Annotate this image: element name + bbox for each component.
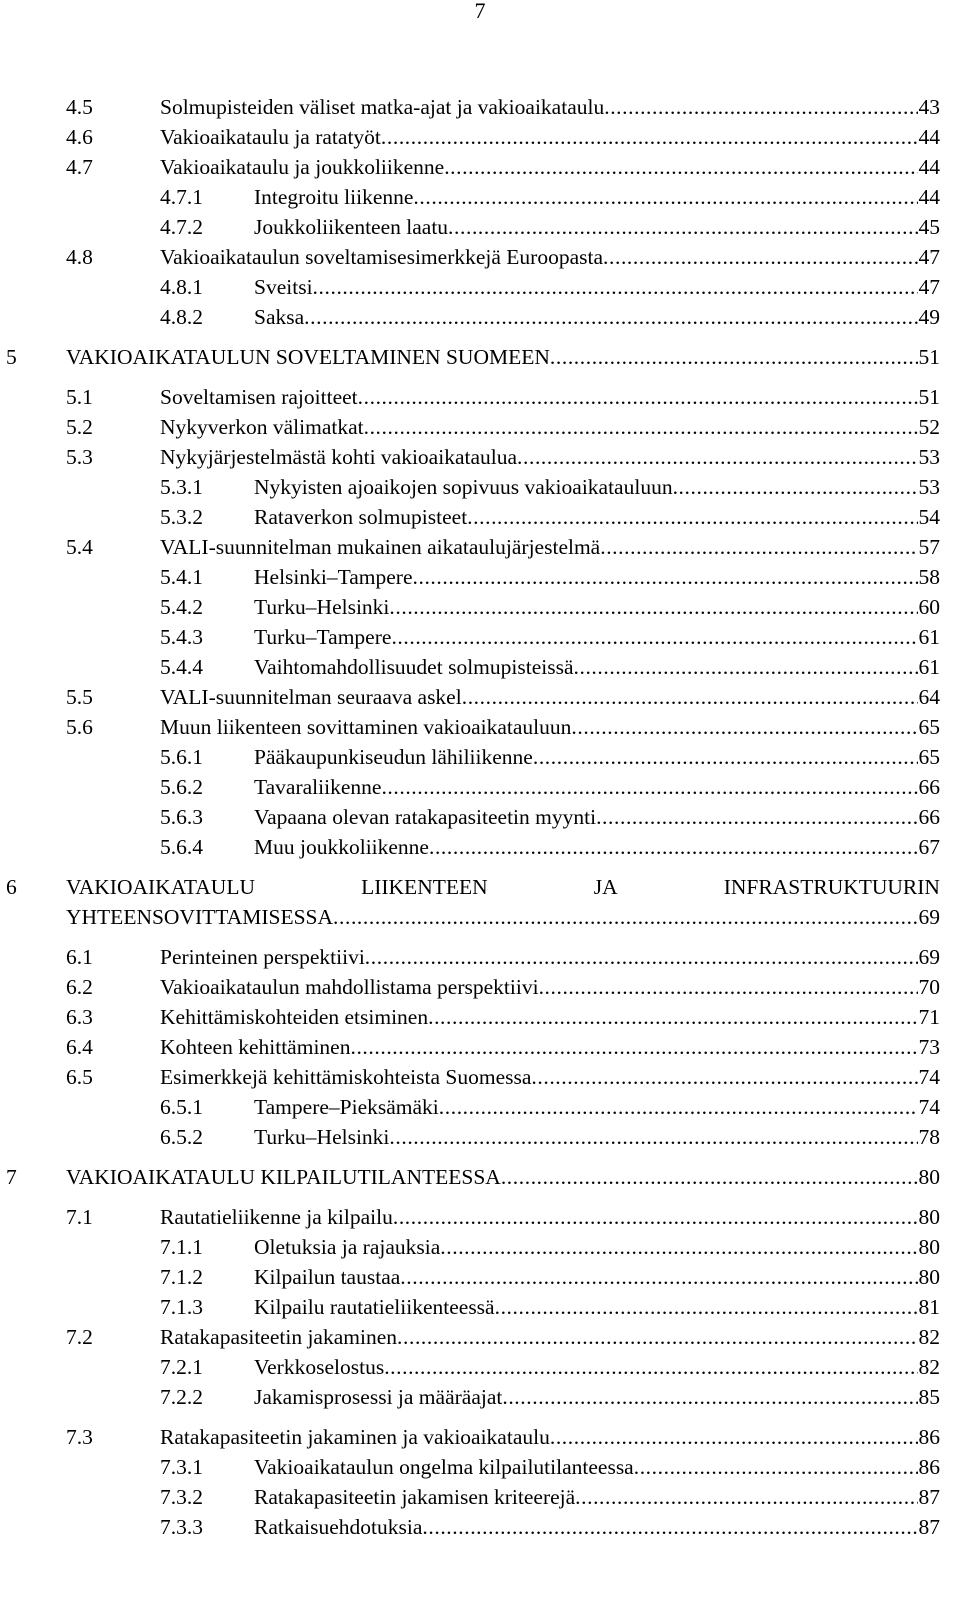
entry-title: Rautatieliikenne ja kilpailu: [160, 1205, 393, 1229]
entry-page-number: 85: [918, 1385, 940, 1409]
entry-number: 5.3: [66, 445, 93, 469]
toc-entry[interactable]: [0, 562, 940, 592]
toc-entry[interactable]: [0, 942, 940, 972]
entry-number: 7: [6, 1165, 17, 1189]
entry-title: Ratkaisuehdotuksia: [254, 1515, 423, 1539]
dot-leader: [596, 802, 917, 832]
toc-entry[interactable]: [0, 1002, 940, 1032]
entry-title: Muun liikenteen sovittaminen vakioaikatauluun: [160, 715, 572, 739]
dot-leader: [428, 1002, 917, 1032]
toc-entry[interactable]: [0, 1322, 940, 1352]
dot-leader: [533, 742, 918, 772]
entry-number: 4.7.1: [160, 185, 203, 209]
entry-title: Solmupisteiden väliset matka-ajat ja vakioaikataulu: [160, 95, 605, 119]
entry-title: Helsinki–Tampere: [254, 565, 413, 589]
entry-number: 5.4.1: [160, 565, 203, 589]
toc-entry[interactable]: [0, 1452, 940, 1482]
dot-leader: [600, 532, 917, 562]
dot-leader: [350, 1032, 917, 1062]
toc-entry[interactable]: [0, 382, 940, 412]
entry-title: Kohteen kehittäminen: [160, 1035, 351, 1059]
entry-number: 5.1: [66, 385, 93, 409]
entry-page-number: 82: [918, 1325, 940, 1349]
dot-leader: [502, 1382, 917, 1412]
toc-entry[interactable]: [0, 1122, 940, 1152]
entry-number: 7.2.1: [160, 1355, 203, 1379]
entry-title: Ratakapasiteetin jakaminen ja vakioaikataulu: [160, 1425, 550, 1449]
entry-page-number: 57: [918, 535, 940, 559]
dot-leader: [462, 682, 918, 712]
entry-title: Soveltamisen rajoitteet: [160, 385, 358, 409]
toc-entry[interactable]: [0, 1382, 940, 1412]
dot-leader: [501, 1162, 918, 1192]
toc-entry[interactable]: [0, 242, 940, 272]
entry-number: 6.1: [66, 945, 93, 969]
dot-leader: [391, 622, 917, 652]
entry-page-number: 86: [918, 1425, 940, 1449]
chapter-title-word: LIIKENTEEN: [361, 875, 488, 899]
entry-page-number: 80: [918, 1265, 940, 1289]
entry-title: Turku–Helsinki: [254, 1125, 390, 1149]
entry-number: 4.5: [66, 95, 93, 119]
toc-entry[interactable]: [0, 182, 940, 212]
entry-page-number: 71: [918, 1005, 940, 1029]
entry-page-number: 74: [918, 1095, 940, 1119]
dot-leader: [444, 152, 917, 182]
dot-leader: [673, 472, 918, 502]
entry-page-number: 87: [918, 1485, 940, 1509]
dot-leader: [397, 1322, 917, 1352]
toc-entry[interactable]: [0, 1092, 940, 1122]
toc-entry[interactable]: [0, 652, 940, 682]
page-number: 7: [474, 0, 486, 23]
toc-entry[interactable]: [0, 682, 940, 712]
dot-leader: [440, 1232, 917, 1262]
entry-page-number: 64: [918, 685, 940, 709]
entry-page-number: 44: [918, 185, 940, 209]
entry-page-number: 53: [918, 445, 940, 469]
entry-page-number: 70: [918, 975, 940, 999]
entry-number: 7.1: [66, 1205, 93, 1229]
entry-title: Muu joukkoliikenne: [254, 835, 429, 859]
dot-leader: [531, 1062, 917, 1092]
entry-page-number: 81: [918, 1295, 940, 1319]
entry-page-number: 65: [918, 745, 940, 769]
dot-leader: [634, 1452, 918, 1482]
entry-title: Kehittämiskohteiden etsiminen: [160, 1005, 429, 1029]
dot-leader: [333, 902, 917, 932]
entry-title: Turku–Helsinki: [254, 595, 390, 619]
entry-page-number: 52: [918, 415, 940, 439]
entry-title: Perinteinen perspektiivi: [160, 945, 365, 969]
dot-leader: [304, 302, 917, 332]
dot-leader: [358, 382, 918, 412]
entry-page-number: 45: [918, 215, 940, 239]
entry-number: 7.3: [66, 1425, 93, 1449]
toc-entry[interactable]: [0, 592, 940, 622]
toc-entry[interactable]: [0, 712, 940, 742]
entry-title: Esimerkkejä kehittämiskohteista Suomessa: [160, 1065, 532, 1089]
dot-leader: [550, 1422, 918, 1452]
entry-title: Kilpailu rautatieliikenteessä: [254, 1295, 495, 1319]
entry-title: Nykyisten ajoaikojen sopivuus vakioaikatauluun: [254, 475, 673, 499]
entry-page-number: 80: [918, 1165, 940, 1189]
toc-entry[interactable]: [0, 442, 940, 472]
entry-page-number: 61: [918, 655, 940, 679]
dot-leader: [365, 942, 918, 972]
entry-page-number: 74: [918, 1065, 940, 1089]
dot-leader: [313, 272, 918, 302]
entry-title: Sveitsi: [254, 275, 313, 299]
toc-entry[interactable]: [0, 502, 940, 532]
entry-page-number: 86: [918, 1455, 940, 1479]
entry-title: Saksa: [254, 305, 305, 329]
toc-entry[interactable]: [0, 1352, 940, 1382]
entry-number: 7.1.3: [160, 1295, 203, 1319]
toc-entry[interactable]: [0, 412, 940, 442]
entry-number: 5.4.3: [160, 625, 203, 649]
entry-number: 6.5: [66, 1065, 93, 1089]
entry-page-number: 66: [918, 805, 940, 829]
entry-number: 6.5.2: [160, 1125, 203, 1149]
entry-page-number: 49: [918, 305, 940, 329]
entry-title: Pääkaupunkiseudun lähiliikenne: [254, 745, 533, 769]
toc-entry[interactable]: [0, 302, 940, 332]
entry-number: 4.8: [66, 245, 93, 269]
entry-title: VALI-suunnitelman seuraava askel: [160, 685, 462, 709]
entry-title: Tampere–Pieksämäki: [254, 1095, 439, 1119]
entry-title: YHTEENSOVITTAMISESSA: [66, 905, 334, 929]
dot-leader: [389, 1122, 917, 1152]
entry-page-number: 47: [918, 245, 940, 269]
entry-page-number: 47: [918, 275, 940, 299]
dot-leader: [400, 1262, 917, 1292]
entry-title: Nykyjärjestelmästä kohti vakioaikataulua: [160, 445, 518, 469]
entry-page-number: 43: [918, 95, 940, 119]
toc-entry-chapter[interactable]: [0, 1162, 940, 1192]
entry-number: 5.4: [66, 535, 93, 559]
entry-title: Verkkoselostus: [254, 1355, 385, 1379]
entry-title: Rataverkon solmupisteet: [254, 505, 468, 529]
entry-title: Integroitu liikenne: [254, 185, 414, 209]
entry-number: 5.6.2: [160, 775, 203, 799]
entry-title: Turku–Tampere: [254, 625, 392, 649]
toc-entry[interactable]: [0, 1032, 940, 1062]
entry-number: 6.3: [66, 1005, 93, 1029]
entry-page-number: 80: [918, 1235, 940, 1259]
chapter-number: 6: [6, 875, 17, 899]
entry-number: 4.8.2: [160, 305, 203, 329]
dot-leader: [574, 652, 918, 682]
entry-number: 5.3.2: [160, 505, 203, 529]
entry-number: 5.2: [66, 415, 93, 439]
entry-title: Ratakapasiteetin jakamisen kriteerejä: [254, 1485, 576, 1509]
entry-page-number: 53: [918, 475, 940, 499]
dot-leader: [604, 92, 917, 122]
toc-entry[interactable]: [0, 532, 940, 562]
entry-page-number: 51: [918, 345, 940, 369]
toc-entry-chapter[interactable]: [66, 902, 940, 932]
toc-entry[interactable]: [0, 622, 940, 652]
entry-page-number: 61: [918, 625, 940, 649]
entry-number: 5.6.3: [160, 805, 203, 829]
entry-title: Vaihtomahdollisuudet solmupisteissä: [254, 655, 574, 679]
entry-title: Ratakapasiteetin jakaminen: [160, 1325, 398, 1349]
entry-page-number: 44: [918, 125, 940, 149]
dot-leader: [439, 1092, 918, 1122]
entry-title: Jakamisprosessi ja määräajat: [254, 1385, 503, 1409]
toc-entry-chapter[interactable]: [0, 342, 940, 372]
dot-leader: [413, 182, 917, 212]
dot-leader: [603, 242, 917, 272]
dot-leader: [448, 212, 917, 242]
entry-title: Vapaana olevan ratakapasiteetin myynti: [254, 805, 597, 829]
entry-title: VAKIOAIKATAULU KILPAILUTILANTEESSA: [66, 1165, 501, 1189]
dot-leader: [539, 972, 918, 1002]
entry-page-number: 82: [918, 1355, 940, 1379]
entry-page-number: 54: [918, 505, 940, 529]
entry-page-number: 78: [918, 1125, 940, 1149]
entry-number: 7.3.3: [160, 1515, 203, 1539]
entry-number: 5.5: [66, 685, 93, 709]
entry-page-number: 51: [918, 385, 940, 409]
chapter-title-word: INFRASTRUKTUURIN: [723, 875, 940, 899]
entry-page-number: 66: [918, 775, 940, 799]
entry-number: 5.3.1: [160, 475, 203, 499]
toc-entry[interactable]: [0, 972, 940, 1002]
entry-title: Oletuksia ja rajauksia: [254, 1235, 441, 1259]
toc-entry[interactable]: [0, 1292, 940, 1322]
entry-title: Vakioaikataulu ja joukkoliikenne: [160, 155, 445, 179]
toc-entry[interactable]: [0, 1512, 940, 1542]
entry-title: Vakioaikataulu ja ratatyöt: [160, 125, 381, 149]
dot-leader: [571, 712, 917, 742]
entry-page-number: 65: [918, 715, 940, 739]
dot-leader: [422, 1512, 917, 1542]
entry-page-number: 60: [918, 595, 940, 619]
toc-entry[interactable]: [0, 832, 940, 862]
entry-number: 6.4: [66, 1035, 93, 1059]
dot-leader: [429, 832, 918, 862]
entry-number: 7.2.2: [160, 1385, 203, 1409]
entry-page-number: 58: [918, 565, 940, 589]
entry-number: 5.4.4: [160, 655, 203, 679]
entry-page-number: 44: [918, 155, 940, 179]
dot-leader: [384, 1352, 917, 1382]
entry-number: 5.6.1: [160, 745, 203, 769]
toc-entry[interactable]: [0, 212, 940, 242]
chapter-title-word: JA: [593, 875, 618, 899]
dot-leader: [495, 1292, 918, 1322]
entry-number: 4.6: [66, 125, 93, 149]
entry-number: 7.3.1: [160, 1455, 203, 1479]
dot-leader: [413, 562, 918, 592]
entry-page-number: 67: [918, 835, 940, 859]
entry-page-number: 73: [918, 1035, 940, 1059]
dot-leader: [575, 1482, 917, 1512]
dot-leader: [517, 442, 917, 472]
toc-entry[interactable]: [0, 1422, 940, 1452]
chapter-title-word: VAKIOAIKATAULU: [66, 875, 255, 899]
toc-entry[interactable]: [0, 1232, 940, 1262]
toc-entry[interactable]: [0, 772, 940, 802]
entry-title: Tavaraliikenne: [254, 775, 382, 799]
dot-leader: [467, 502, 917, 532]
entry-number: 6.5.1: [160, 1095, 203, 1119]
toc-chapter-title-line[interactable]: [66, 872, 940, 902]
toc-entry[interactable]: [0, 1482, 940, 1512]
entry-number: 7.1.1: [160, 1235, 203, 1259]
entry-title: Kilpailun taustaa: [254, 1265, 401, 1289]
entry-page-number: 69: [918, 945, 940, 969]
toc-entry[interactable]: [0, 1062, 940, 1092]
dot-leader: [550, 342, 918, 372]
entry-number: 7.1.2: [160, 1265, 203, 1289]
dot-leader: [364, 412, 918, 442]
entry-number: 7.2: [66, 1325, 93, 1349]
entry-number: 5: [6, 345, 17, 369]
entry-page-number: 80: [918, 1205, 940, 1229]
entry-title: Vakioaikataulun ongelma kilpailutilanteessa: [254, 1455, 634, 1479]
toc-entry[interactable]: [0, 742, 940, 772]
entry-number: 5.6: [66, 715, 93, 739]
entry-title: Vakioaikataulun soveltamisesimerkkejä Euroopasta: [160, 245, 604, 269]
dot-leader: [389, 592, 917, 622]
dot-leader: [381, 122, 918, 152]
entry-title: VALI-suunnitelman mukainen aikataulujärjestelmä: [160, 535, 601, 559]
entry-number: 6.2: [66, 975, 93, 999]
entry-number: 4.7: [66, 155, 93, 179]
entry-title: Joukkoliikenteen laatu: [254, 215, 449, 239]
toc-entry[interactable]: [0, 272, 940, 302]
dot-leader: [393, 1202, 918, 1232]
entry-title: Nykyverkon välimatkat: [160, 415, 364, 439]
entry-number: 4.8.1: [160, 275, 203, 299]
toc-entry[interactable]: [0, 92, 940, 122]
toc-entry[interactable]: [0, 152, 940, 182]
dot-leader: [381, 772, 917, 802]
entry-number: 5.6.4: [160, 835, 203, 859]
toc-entry[interactable]: [0, 1202, 940, 1232]
toc-entry[interactable]: [0, 802, 940, 832]
entry-title: Vakioaikataulun mahdollistama perspektiivi: [160, 975, 539, 999]
toc-entry[interactable]: [0, 472, 940, 502]
entry-title: VAKIOAIKATAULUN SOVELTAMINEN SUOMEEN: [66, 345, 550, 369]
entry-page-number: 87: [918, 1515, 940, 1539]
entry-number: 7.3.2: [160, 1485, 203, 1509]
entry-page-number: 69: [918, 905, 940, 929]
entry-number: 4.7.2: [160, 215, 203, 239]
toc-entry[interactable]: [0, 1262, 940, 1292]
entry-number: 5.4.2: [160, 595, 203, 619]
toc-entry[interactable]: [0, 122, 940, 152]
